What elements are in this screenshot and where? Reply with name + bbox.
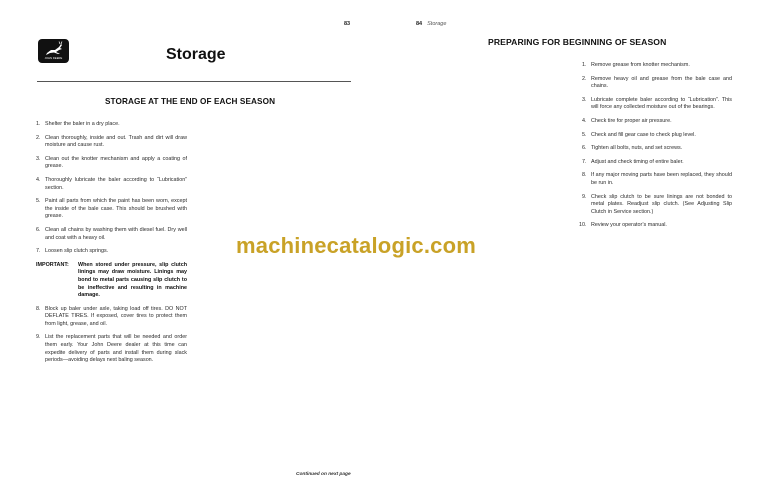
end-of-season-list <box>36 121 187 371</box>
list-item: 2. Clean thoroughly, inside and out. Trash and dirt will draw moisture and cause rust. <box>36 134 187 149</box>
list-item: 1. Shelter the baler in a dry place. <box>36 121 120 127</box>
list-item: 10. Review your operator’s manual. <box>579 222 667 229</box>
list-item: 6. Tighten all bolts, nuts, and set screws. <box>582 145 683 152</box>
logo-text: JOHN DEERE <box>44 57 63 60</box>
list-item: 8. If any major moving parts have been replaced, they should be run in. <box>582 172 732 186</box>
page-title: Storage <box>166 46 226 63</box>
list-item: 8. Block up baler under axle, taking load off tires. DO NOT DEFLATE TIRES. If exposed, cover tires to protect them from light, grease, and oil. <box>36 305 187 327</box>
important-text: When stored under pressure, slip clutch linings may draw moisture. Linings may bond to metal parts causing slip clutch to be ineffective and resulting in machine damage. <box>78 261 187 299</box>
important-notice <box>36 262 187 300</box>
section-heading-beginning-of-season: PREPARING FOR BEGINNING OF SEASON <box>488 37 667 47</box>
list-item: 2. Remove heavy oil and grease from the bale case and chains. <box>582 75 732 90</box>
list-item: 3. Clean out the knotter mechanism and apply a coating of grease. <box>36 155 187 170</box>
list-item: 7. Adjust and check timing of entire baler. <box>582 158 684 165</box>
page-number-left: 83 <box>344 21 351 27</box>
list-item: 5. Paint all parts from which the paint has been worn, except the inside of the bale case. This should be brushed with grease. <box>36 198 187 220</box>
section-heading-end-of-season: STORAGE AT THE END OF EACH SEASON <box>105 97 276 106</box>
running-header-right <box>416 21 446 27</box>
title-divider <box>37 81 351 82</box>
list-item: 1. Remove grease from knotter mechanism. <box>582 62 690 68</box>
list-item: 5. Check and fill gear case to check plug level. <box>582 131 696 138</box>
watermark-text: machinecatalogic.com <box>236 233 476 258</box>
list-item: 3. Lubricate complete baler according to “Lubrication”. This will force any collected moisture out of the bearings. <box>582 96 732 111</box>
continued-footer: Continued on next page <box>296 472 351 477</box>
john-deere-logo <box>38 39 69 63</box>
list-item: 9. List the replacement parts that will be needed and order them early. Your John Deere dealer at this time can expedite delivery of parts and install them during slack periods—avoiding delays next baling season. <box>36 334 187 364</box>
beginning-of-season-list <box>579 62 732 236</box>
list-item: 7. Loosen slip clutch springs. <box>36 248 109 255</box>
list-item: 9. Check slip clutch to be sure linings are not bonded to metal plates. Readjust slip clutch. (See Adjusting Slip Clutch in Service section.) <box>582 193 732 215</box>
list-item: 4. Check tire for proper air pressure. <box>582 117 672 124</box>
important-label: IMPORTANT: <box>36 261 69 268</box>
list-item: 6. Clean all chains by washing them with diesel fuel. Dry well and coat with a heavy oil. <box>36 226 187 241</box>
list-item: 4. Thoroughly lubricate the baler according to “Lubrication” section. <box>36 176 187 191</box>
page-number-right: 84 <box>416 21 423 27</box>
running-header-title: Storage <box>427 21 447 27</box>
